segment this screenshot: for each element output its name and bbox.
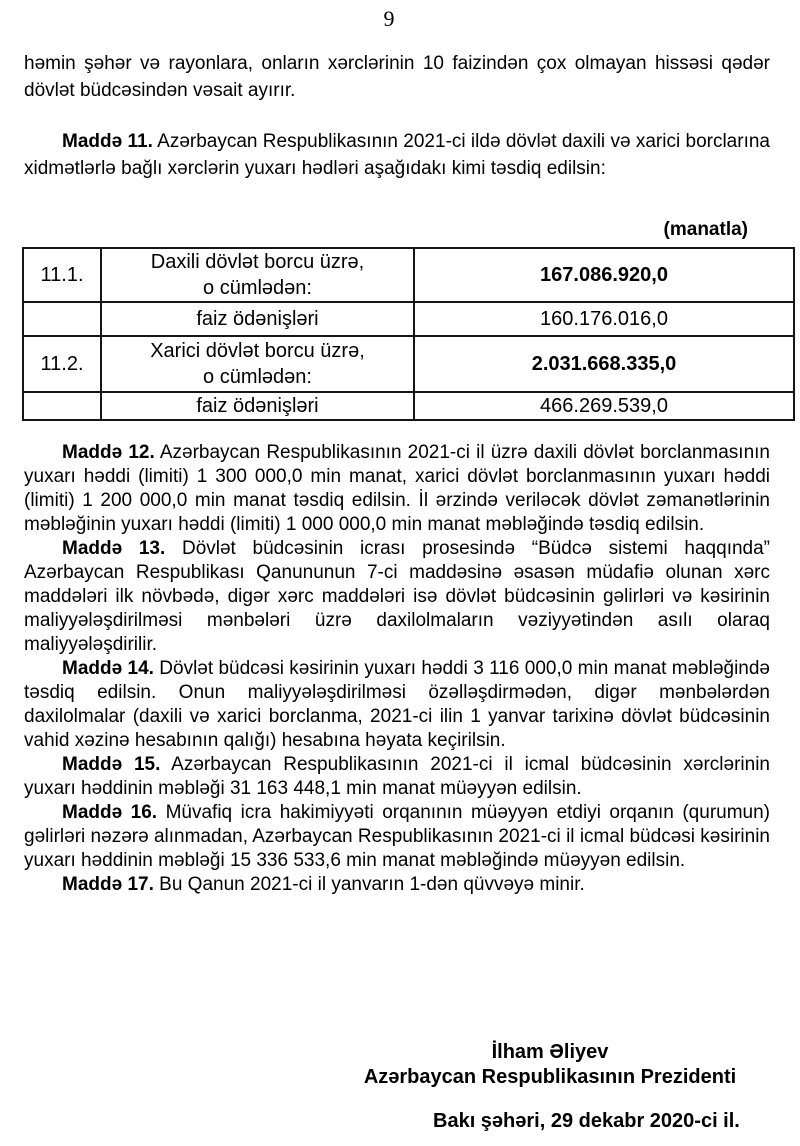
table-row [23, 392, 794, 420]
row-number-cell: 11.1. [23, 248, 101, 302]
row-number-cell [23, 392, 101, 420]
article-11-paragraph [24, 128, 770, 182]
article-15-paragraph [24, 753, 770, 801]
row-number-cell: 11.2. [23, 336, 101, 392]
article-12-paragraph [24, 441, 770, 537]
article-15-text: Azərbaycan Respublikasının 2021-ci il icmal büdcəsinin xərclərinin yuxarı həddinin məbləği 31 163 448,1 min manat müəyyən edilsin. [24, 754, 770, 799]
article-13-lead: Maddə 13. [62, 538, 166, 559]
row-label-cell [101, 336, 414, 392]
signatory-title: Azərbaycan Respublikasının Prezidenti [363, 1066, 737, 1088]
article-15-lead: Maddə 15. [62, 754, 161, 775]
article-14-lead: Maddə 14. [62, 658, 154, 679]
articles-block [24, 441, 770, 897]
signature-place-date: Bakı şəhəri, 29 dekabr 2020-ci il. [433, 1110, 740, 1132]
article-16-text: Müvafiq icra hakimiyyəti orqanının müəyyən etdiyi orqanın (qurumun) gəlirləri nəzərə alınmadan, Azərbaycan Respublikasının 2021-ci il icmal büdcəsi kəsirinin yuxarı həddinin məbləği 15 336 533,6 min manat məbləğində müəyyən edilsin. [24, 802, 770, 871]
row-value-cell: 2.031.668.335,0 [414, 336, 794, 392]
budget-table [22, 247, 795, 421]
article-11-text: Azərbaycan Respublikasının 2021-ci ildə dövlət daxili və xarici borclarına xidmətlərlə bağlı xərclərin yuxarı hədləri aşağıdakı kimi təsdiq edilsin: [24, 131, 770, 179]
row-label-line2: o cümlədən: [203, 277, 312, 299]
row-label-line1: Daxili dövlət borcu üzrə, [150, 251, 365, 273]
row-label-cell: faiz ödənişləri [101, 392, 414, 420]
row-value-cell: 160.176.016,0 [414, 302, 794, 336]
table-caption-manatla: (manatla) [663, 219, 748, 240]
article-13-text: Dövlət büdcəsinin icrası prosesində “Büdcə sistemi haqqında” Azərbaycan Respublikası Qanununun 7-ci maddəsinə əsasən müdafiə olunan xərc maddələri ilk növbədə, digər xərc maddələri isə dövlət büdcəsinin gəlirləri və kəsirinin maliyyələşdirilməsi mənbələri üzrə daxilolmaların vəziyyətindən asılı olaraq maliyyələşdirilir. [24, 538, 770, 655]
article-17-text: Bu Qanun 2021-ci il yanvarın 1-dən qüvvəyə minir. [159, 874, 585, 895]
row-label-cell [101, 248, 414, 302]
article-13-paragraph [24, 537, 770, 657]
row-label-cell: faiz ödənişləri [101, 302, 414, 336]
article-14-text: Dövlət büdcəsi kəsirinin yuxarı həddi 3 116 000,0 min manat məbləğində təsdiq edilsin. Onun maliyyələşdirilməsi özəlləşdirmədən, digər mənbələrdən daxilolmalar (daxili və xarici borclanma, 2021-ci ilin 1 yanvar tarixinə dövlət büdcəsinin vahid xəzinə hesabının qalığı) hesabına həyata keçirilsin. [24, 658, 770, 751]
article-11-lead: Maddə 11. [62, 131, 153, 152]
row-value-cell: 167.086.920,0 [414, 248, 794, 302]
row-label-line1: Xarici dövlət borcu üzrə, [150, 340, 365, 362]
table-row [23, 248, 794, 302]
row-value-cell: 466.269.539,0 [414, 392, 794, 420]
table-row [23, 302, 794, 336]
table-row [23, 336, 794, 392]
article-17-paragraph [24, 873, 770, 897]
article-16-paragraph [24, 801, 770, 873]
article-16-lead: Maddə 16. [62, 802, 158, 823]
row-number-cell [23, 302, 101, 336]
intro-paragraph: həmin şəhər və rayonlara, onların xərclərinin 10 faizindən çox olmayan hissəsi qədər dövlət büdcəsindən vəsait ayırır. [24, 53, 770, 101]
row-label-line2: o cümlədən: [203, 366, 312, 388]
page-number: 9 [383, 6, 395, 31]
signature-block [330, 1040, 770, 1090]
article-12-lead: Maddə 12. [62, 442, 155, 463]
article-12-text: Azərbaycan Respublikasının 2021-ci il üzrə daxili dövlət borclanmasının yuxarı həddi (limiti) 1 300 000,0 min manat, xarici dövlət borclanmasının yuxarı həddi (limiti) 1 200 000,0 min manat təsdiq edilsin. İl ərzində veriləcək dövlət zəmanətlərinin məbləğinin yuxarı həddi (limiti) 1 000 000,0 min manat məbləğində təsdiq edilsin. [24, 442, 770, 535]
article-17-lead: Maddə 17. [62, 874, 154, 895]
signatory-name: İlham Əliyev [491, 1041, 609, 1063]
article-14-paragraph [24, 657, 770, 753]
